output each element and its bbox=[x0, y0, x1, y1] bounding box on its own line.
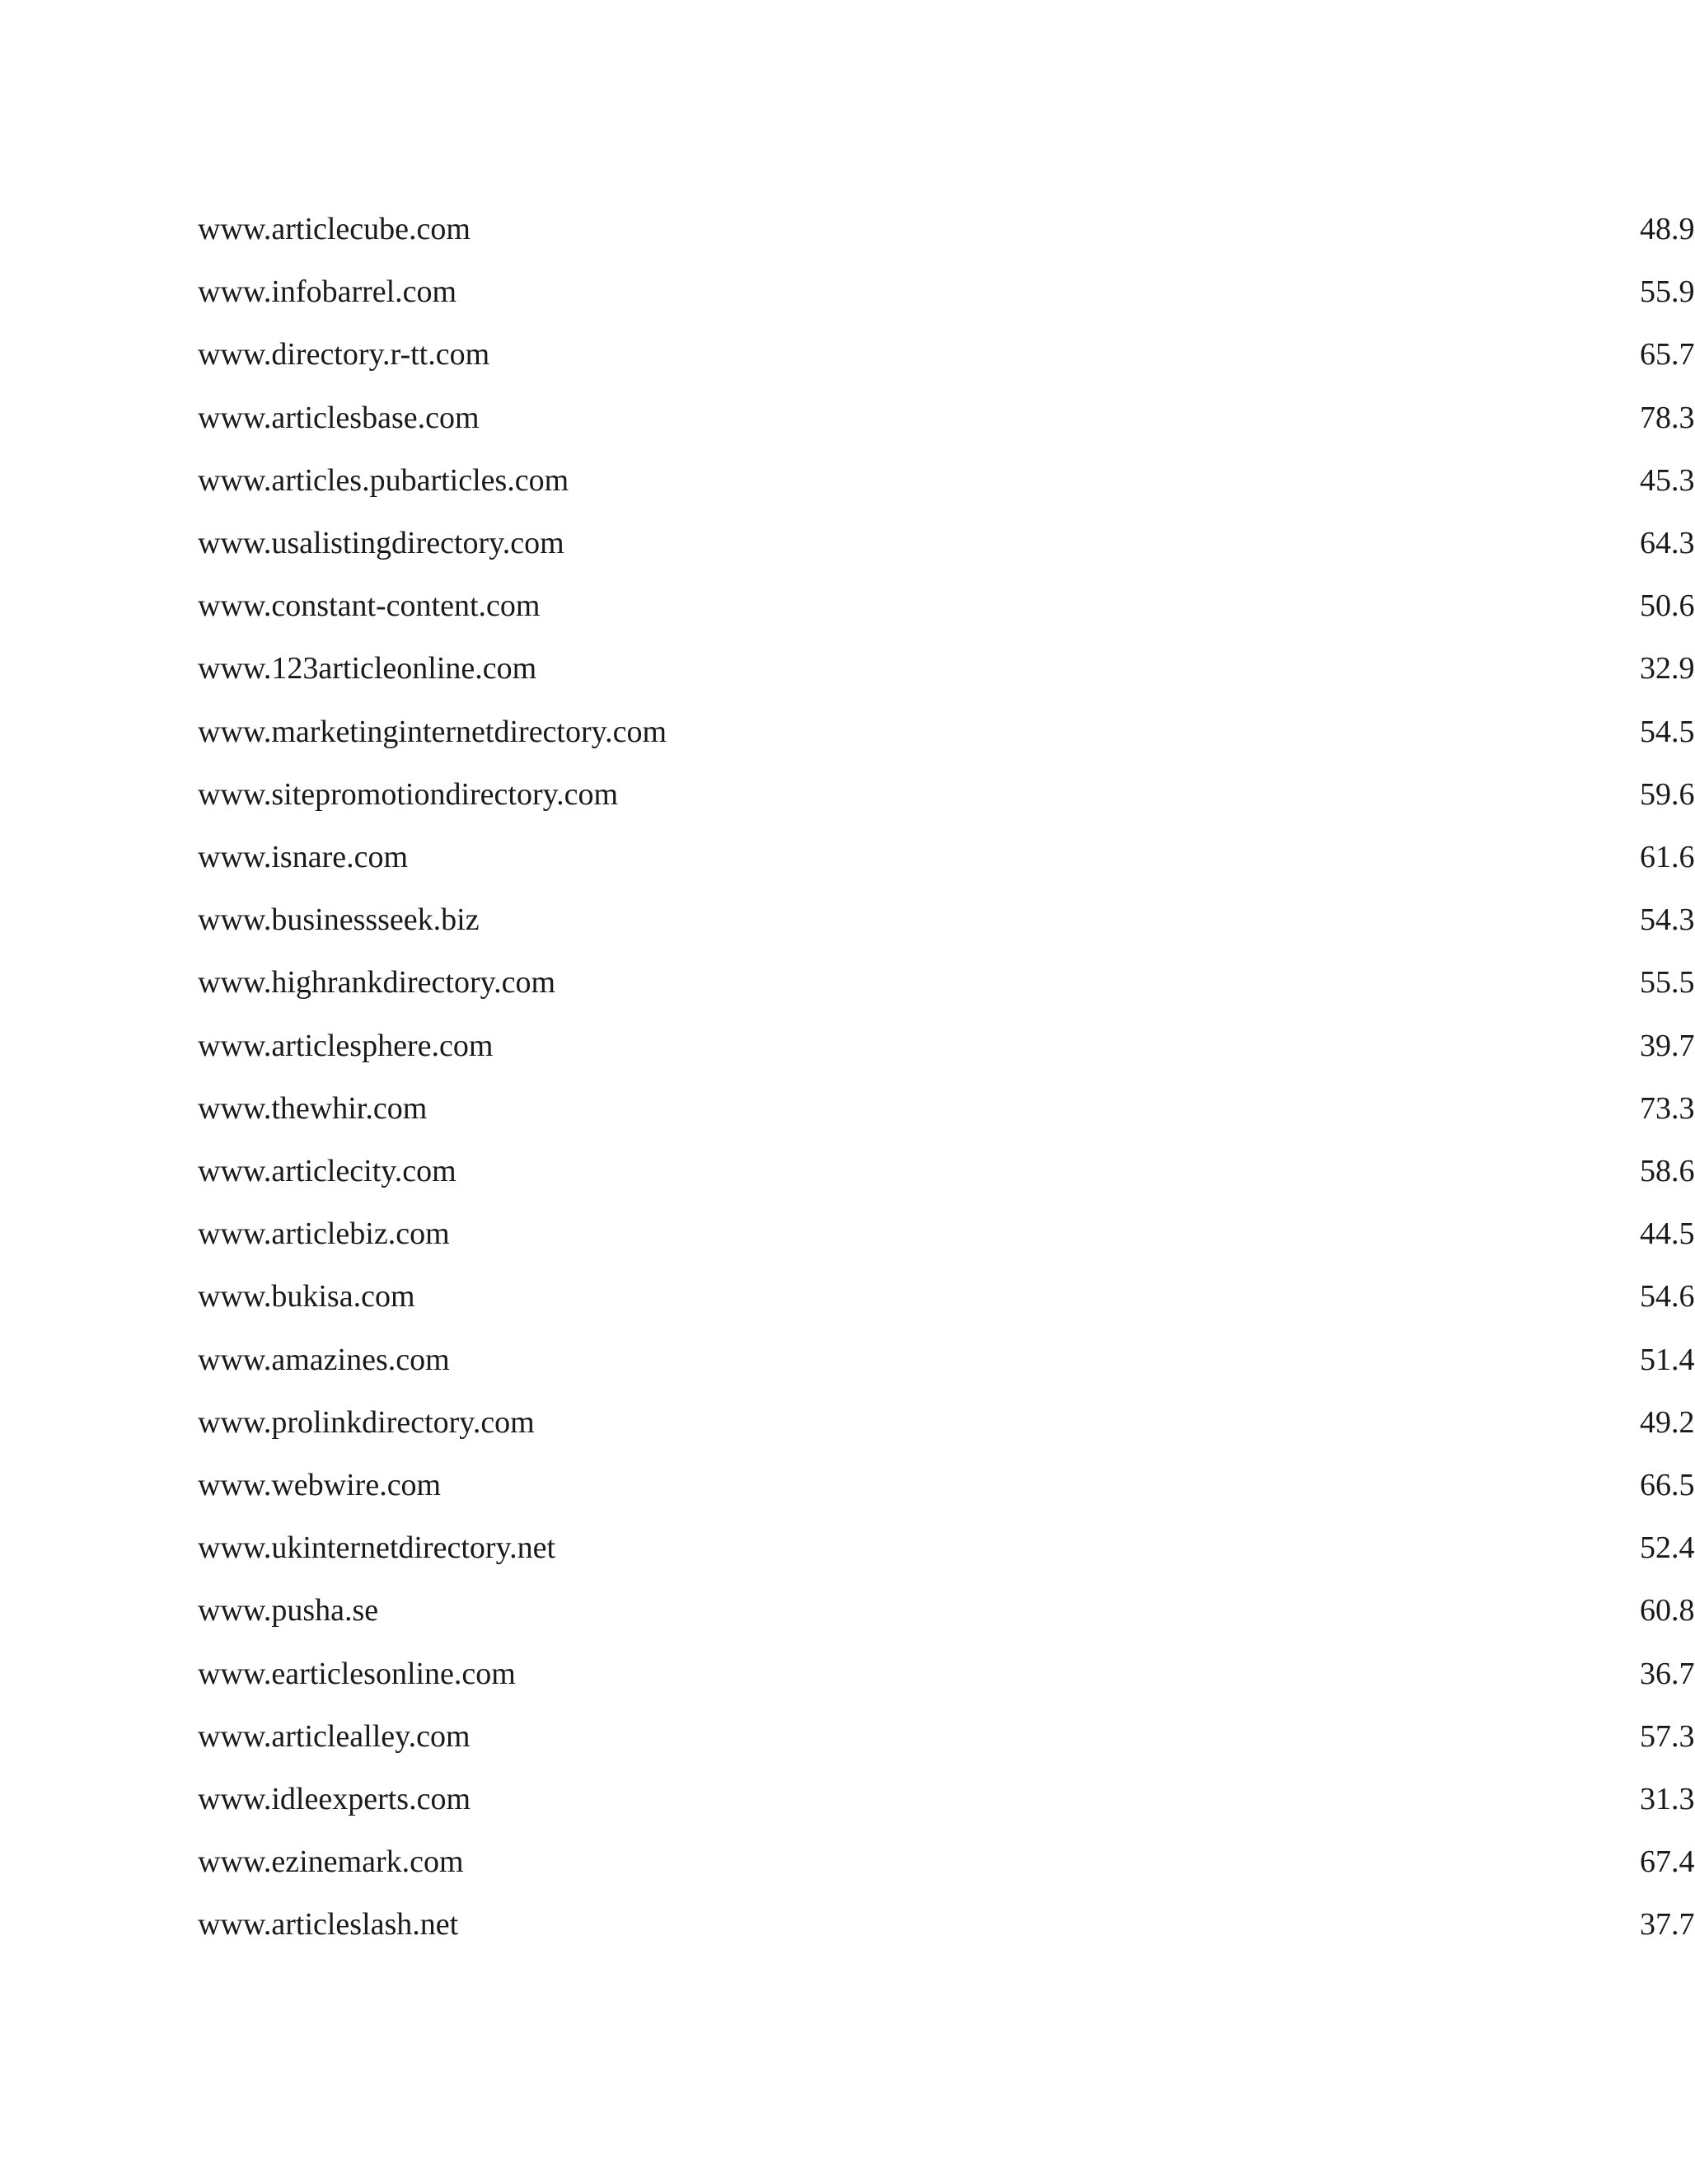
site-score: 55.9 bbox=[1640, 274, 1695, 310]
site-url: www.directory.r-tt.com bbox=[198, 337, 490, 373]
list-item bbox=[0, 574, 1695, 637]
list-item bbox=[0, 387, 1695, 449]
site-url: www.infobarrel.com bbox=[198, 274, 457, 310]
list-item bbox=[0, 1265, 1695, 1328]
list-item bbox=[0, 888, 1695, 951]
list-item bbox=[0, 260, 1695, 323]
site-score: 65.7 bbox=[1640, 337, 1695, 373]
site-url: www.articlesbase.com bbox=[198, 400, 480, 435]
site-url: www.pusha.se bbox=[198, 1593, 379, 1629]
site-url: www.businessseek.biz bbox=[198, 902, 480, 938]
site-score: 67.4 bbox=[1640, 1844, 1695, 1880]
site-url: www.articlebiz.com bbox=[198, 1216, 450, 1252]
site-url: www.constant-content.com bbox=[198, 588, 541, 624]
list-item bbox=[0, 512, 1695, 574]
site-url: www.articlecity.com bbox=[198, 1154, 457, 1188]
site-score: 59.6 bbox=[1640, 776, 1695, 812]
site-score: 52.4 bbox=[1640, 1530, 1695, 1566]
site-url: www.isnare.com bbox=[198, 840, 409, 874]
site-score: 37.7 bbox=[1640, 1907, 1695, 1943]
site-url: www.articles.pubarticles.com bbox=[198, 462, 569, 498]
site-score: 58.6 bbox=[1640, 1154, 1695, 1188]
site-url: www.ezinemark.com bbox=[198, 1844, 464, 1880]
site-score: 45.3 bbox=[1640, 462, 1695, 498]
list-item bbox=[0, 1830, 1695, 1893]
site-score: 55.5 bbox=[1640, 965, 1695, 1001]
list-item bbox=[0, 1391, 1695, 1454]
list-item bbox=[0, 1202, 1695, 1265]
site-score: 51.4 bbox=[1640, 1342, 1695, 1377]
site-url: www.usalistingdirectory.com bbox=[198, 526, 564, 560]
site-url: www.articlealley.com bbox=[198, 1718, 471, 1754]
site-url: www.earticlesonline.com bbox=[198, 1656, 516, 1691]
site-score: 54.6 bbox=[1640, 1279, 1695, 1315]
list-item bbox=[0, 701, 1695, 763]
list-item bbox=[0, 951, 1695, 1014]
site-url: www.amazines.com bbox=[198, 1342, 450, 1377]
list-item bbox=[0, 1705, 1695, 1768]
site-score: 31.3 bbox=[1640, 1782, 1695, 1816]
site-url: www.articlecube.com bbox=[198, 212, 471, 246]
site-url: www.thewhir.com bbox=[198, 1090, 428, 1126]
site-score: 54.5 bbox=[1640, 714, 1695, 749]
site-url: www.highrankdirectory.com bbox=[198, 965, 556, 1001]
site-url: www.articleslash.net bbox=[198, 1907, 459, 1943]
list-item bbox=[0, 1579, 1695, 1642]
site-url: www.idleexperts.com bbox=[198, 1782, 471, 1816]
list-item bbox=[0, 637, 1695, 700]
site-url: www.prolinkdirectory.com bbox=[198, 1404, 535, 1440]
list-item bbox=[0, 198, 1695, 260]
site-url: www.ukinternetdirectory.net bbox=[198, 1530, 556, 1566]
site-score: 44.5 bbox=[1640, 1216, 1695, 1252]
list-item bbox=[0, 1077, 1695, 1140]
site-score: 73.3 bbox=[1640, 1090, 1695, 1126]
site-url: www.bukisa.com bbox=[198, 1279, 415, 1315]
site-url: www.123articleonline.com bbox=[198, 651, 537, 687]
list-item bbox=[0, 826, 1695, 888]
site-score: 66.5 bbox=[1640, 1468, 1695, 1502]
list-item bbox=[0, 449, 1695, 512]
site-score: 60.8 bbox=[1640, 1593, 1695, 1629]
list-item bbox=[0, 1454, 1695, 1516]
site-score: 54.3 bbox=[1640, 902, 1695, 938]
list-item bbox=[0, 1015, 1695, 1077]
list-item bbox=[0, 1516, 1695, 1579]
site-url: www.marketinginternetdirectory.com bbox=[198, 714, 667, 749]
site-url: www.articlesphere.com bbox=[198, 1028, 494, 1063]
site-score: 50.6 bbox=[1640, 588, 1695, 624]
site-score: 48.9 bbox=[1640, 212, 1695, 246]
list-item bbox=[0, 1643, 1695, 1705]
list-item bbox=[0, 1768, 1695, 1830]
site-score: 61.6 bbox=[1640, 840, 1695, 874]
site-score: 49.2 bbox=[1640, 1404, 1695, 1440]
list-item bbox=[0, 1140, 1695, 1202]
site-score: 78.3 bbox=[1640, 400, 1695, 435]
list-item bbox=[0, 323, 1695, 386]
site-score: 36.7 bbox=[1640, 1656, 1695, 1691]
site-score: 57.3 bbox=[1640, 1718, 1695, 1754]
site-score: 39.7 bbox=[1640, 1028, 1695, 1063]
site-score: 64.3 bbox=[1640, 526, 1695, 560]
list-item bbox=[0, 763, 1695, 826]
list-item bbox=[0, 1329, 1695, 1391]
list-item bbox=[0, 1893, 1695, 1956]
site-score: 32.9 bbox=[1640, 651, 1695, 687]
site-url: www.sitepromotiondirectory.com bbox=[198, 776, 619, 812]
site-url: www.webwire.com bbox=[198, 1468, 442, 1502]
